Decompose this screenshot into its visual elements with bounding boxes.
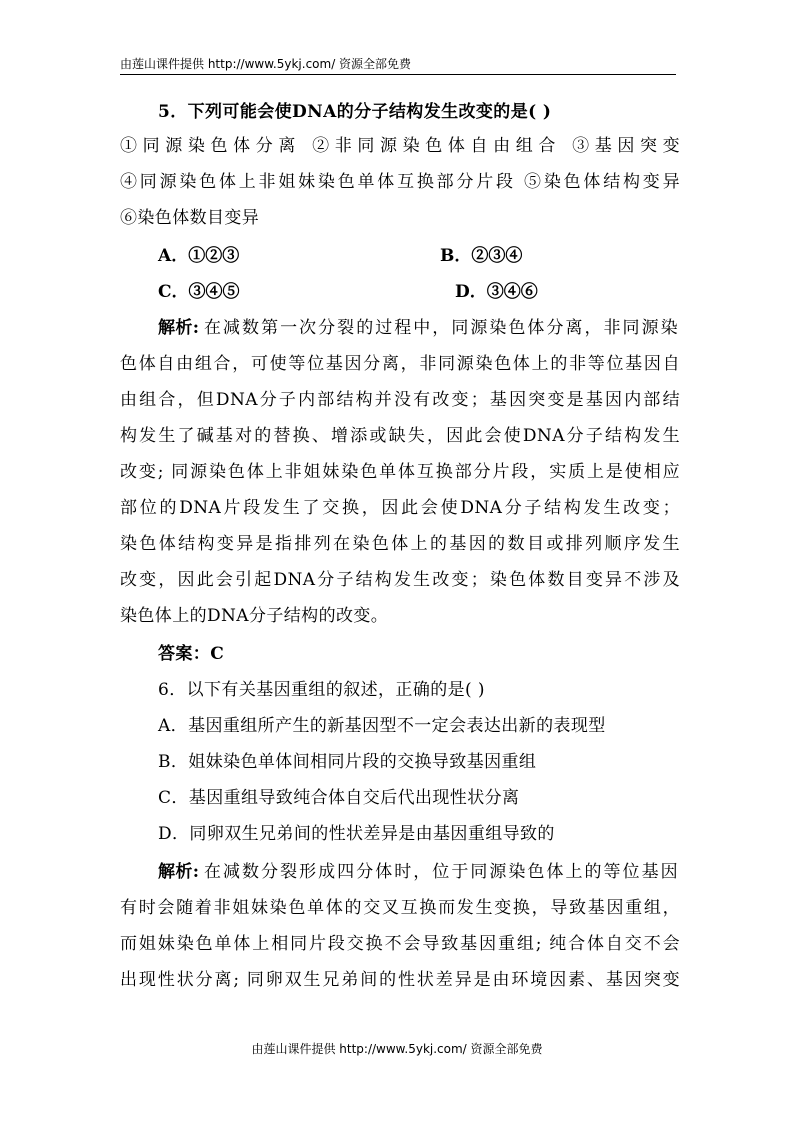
q6-option-b: B．姐妹染色单体间相同片段的交换导致基因重组 [158,752,537,772]
q6-analysis-line: 而姐妹染色单体上相同片段交换不会导致基因重组; 纯合体自交不会 [120,934,680,954]
q5-analysis-label-text: 解析: [158,318,200,338]
q6-analysis-line: 有时会随着非姐妹染色单体的交叉互换而发生变换，导致基因重组， [120,898,680,918]
q5-option-c: C．③④⑤ [158,282,240,302]
q5-analysis-line: 改变，因此会引起DNA分子结构发生改变；染色体数目变异不涉及 [120,570,680,590]
q6-analysis-label-text: 解析: [158,862,200,882]
q5-analysis-line: 色体自由组合，可使等位基因分离，非同源染色体上的非等位基因自 [120,354,680,374]
q5-stem: 5．下列可能会使DNA的分子结构发生改变的是( ) [158,102,552,122]
q5-analysis-line: 染色体结构变异是指排列在染色体上的基因的数目或排列顺序发生 [120,534,680,554]
q5-items-line2: ④同源染色体上非姐妹染色单体互换部分片段 ⑤染色体结构变异 [120,172,680,192]
q6-option-c: C．基因重组导致纯合体自交后代出现性状分离 [158,788,520,808]
q5-analysis-line: 染色体上的DNA分子结构的改变。 [120,606,389,626]
q5-analysis-line: 在减数第一次分裂的过程中，同源染色体分离，非同源染 [204,318,678,338]
page-header: 由莲山课件提供 http://www.5ykj.com/ 资源全部免费 [120,57,412,71]
q5-analysis-line: 由组合，但DNA分子内部结构并没有改变；基因突变是基因内部结 [120,390,680,410]
page-footer: 由莲山课件提供 http://www.5ykj.com/ 资源全部免费 [251,1042,543,1056]
header-divider [120,74,676,75]
q6-stem: 6．以下有关基因重组的叙述，正确的是( ) [158,680,485,700]
q6-option-a: A．基因重组所产生的新基因型不一定会表达出新的表现型 [158,716,606,736]
q5-analysis-line: 构发生了碱基对的替换、增添或缺失，因此会使DNA分子结构发生 [120,426,680,446]
q6-option-d: D．同卵双生兄弟间的性状差异是由基因重组导致的 [158,824,555,844]
q5-items-line1: ①同源染色体分离 ②非同源染色体自由组合 ③基因突变 [120,136,680,156]
q5-option-a: A．①②③ [158,246,240,266]
q6-analysis-label [158,860,198,884]
q6-analysis-line: 出现性状分离; 同卵双生兄弟间的性状差异是由环境因素、基因突变 [120,970,680,990]
q5-answer: 答案：C [158,644,225,664]
q6-analysis-line: 在减数分裂形成四分体时，位于同源染色体上的等位基因 [204,862,678,882]
q5-analysis-line: 改变; 同源染色体上非姐妹染色单体互换部分片段，实质上是使相应 [120,462,680,482]
q5-option-b: B．②③④ [440,246,523,266]
q5-analysis-label [158,316,198,340]
q5-items-line3: ⑥染色体数目变异 [120,208,260,228]
q5-analysis-line: 部位的DNA片段发生了交换，因此会使DNA分子结构发生改变； [120,498,680,518]
q5-option-d: D．③④⑥ [455,282,538,302]
